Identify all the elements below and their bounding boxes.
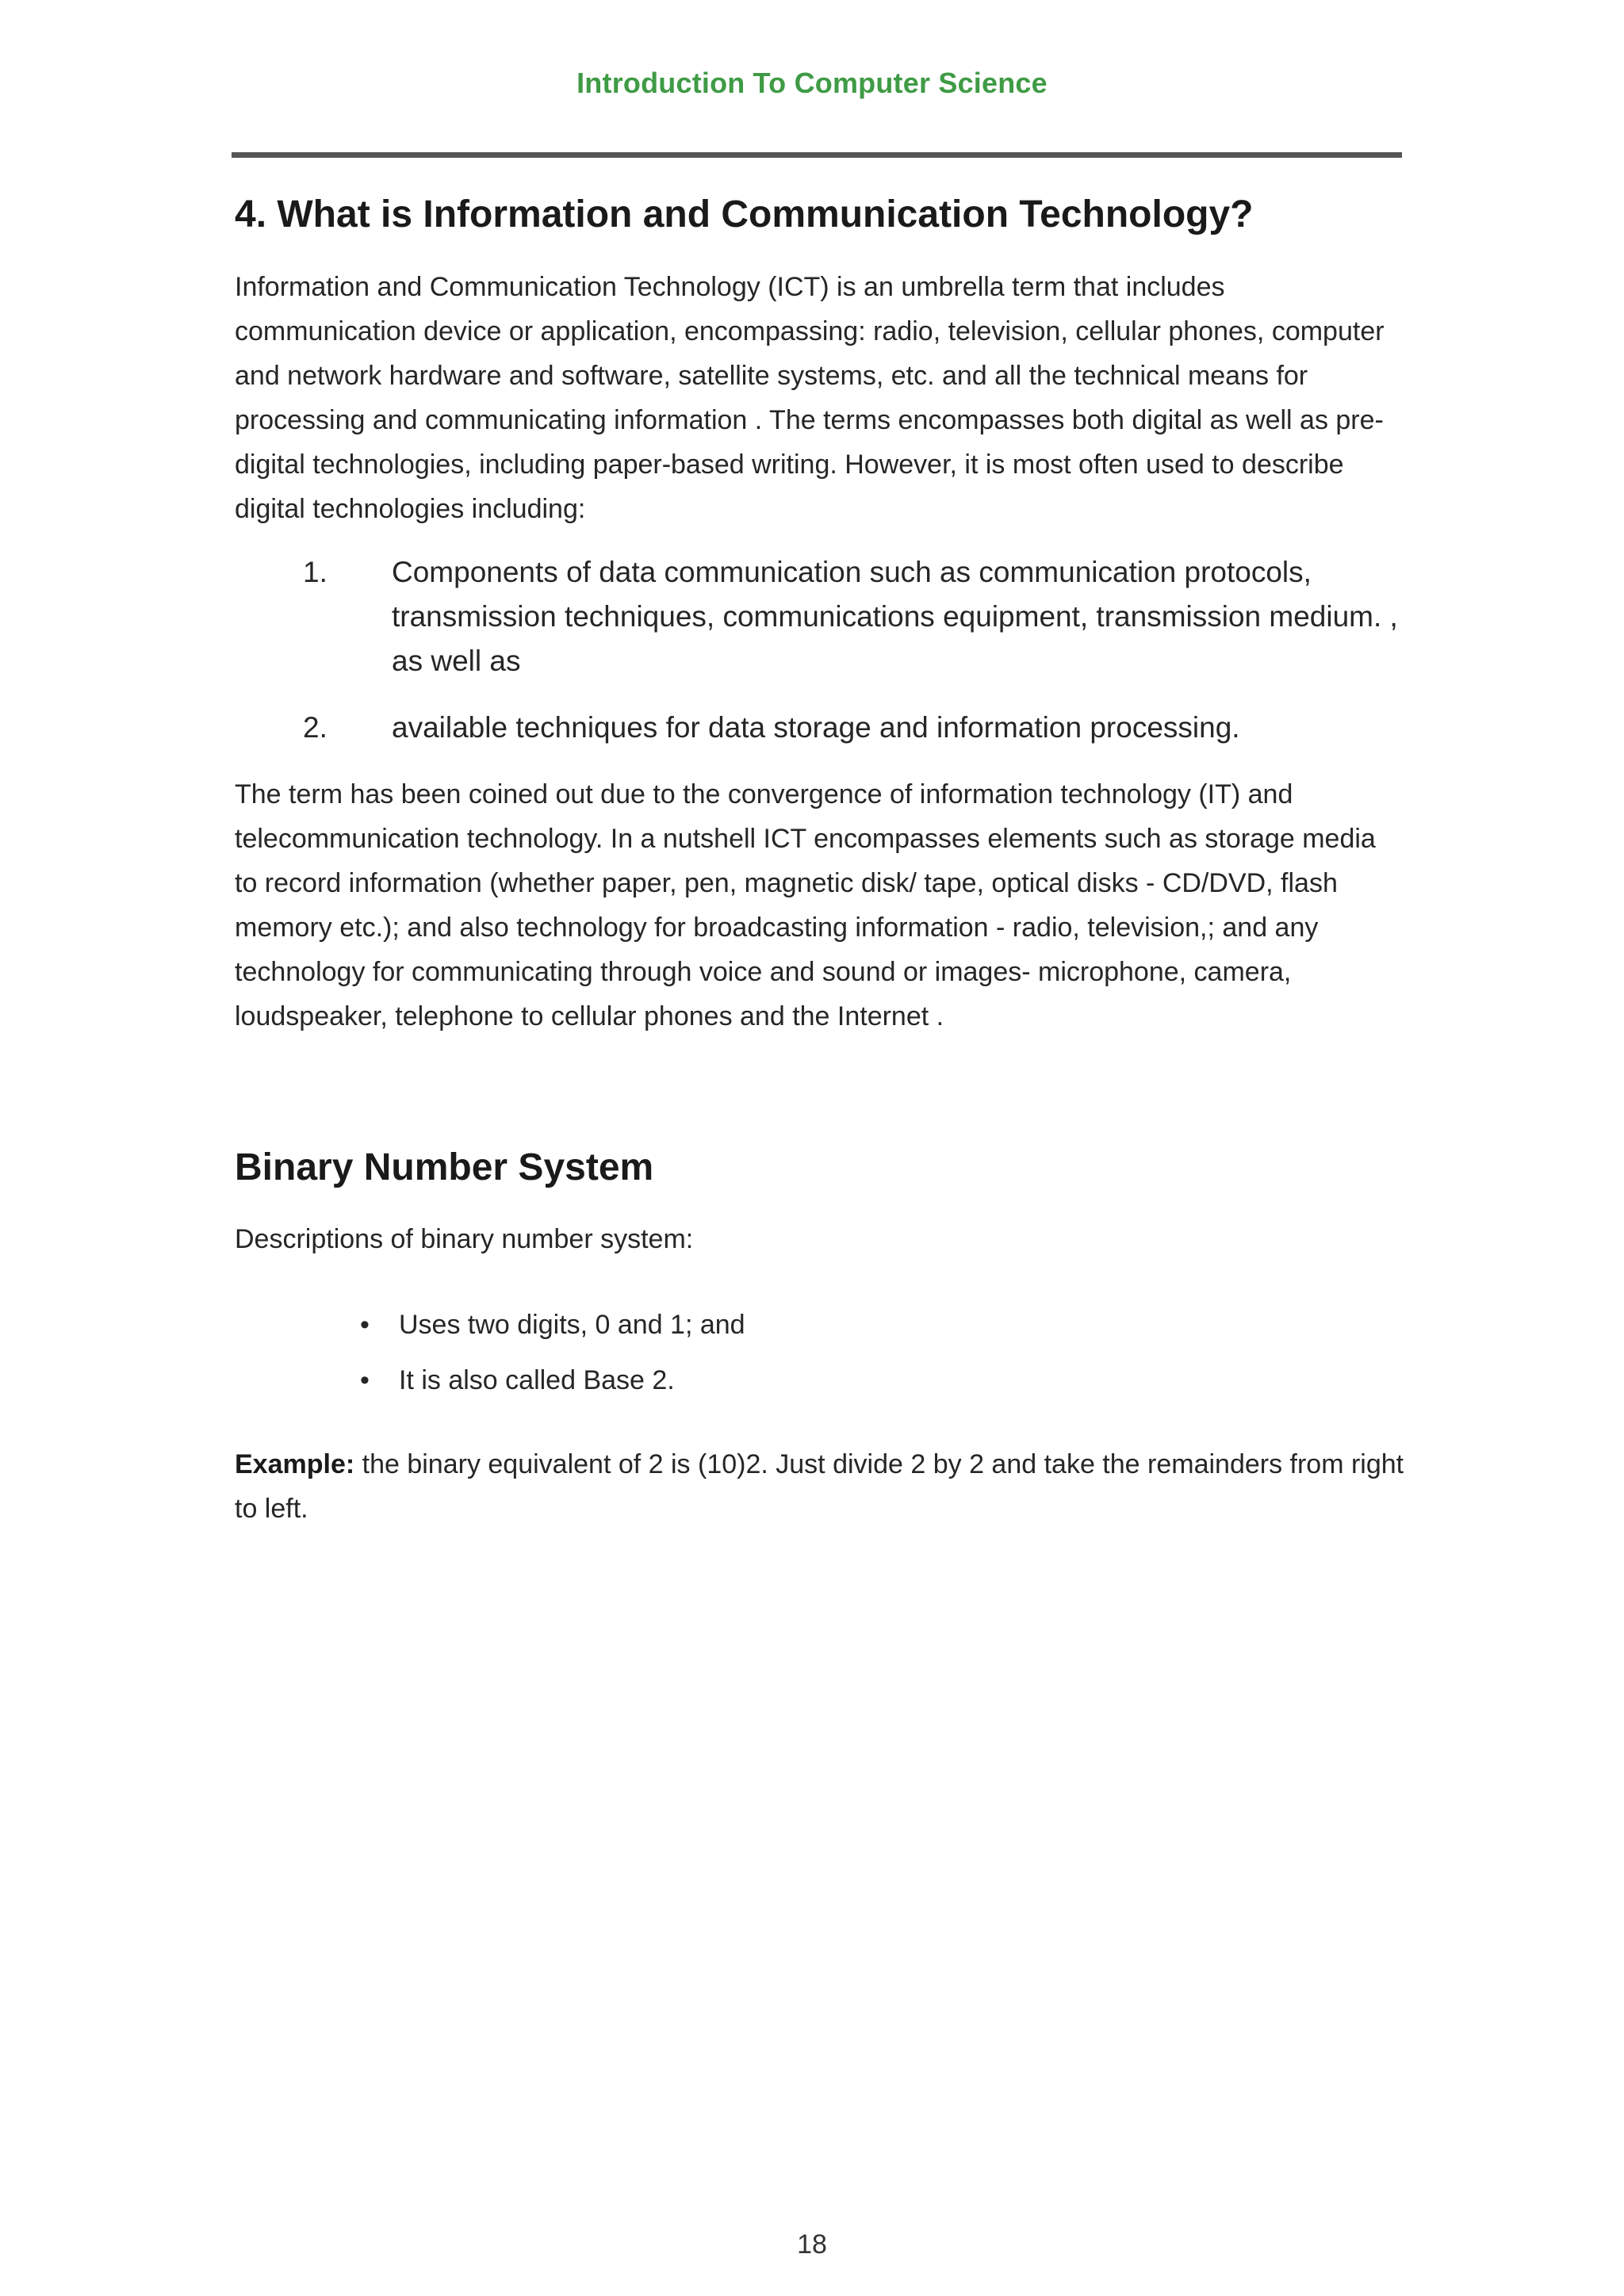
example-text: the binary equivalent of 2 is (10)2. Just divide 2 by 2 and take the remainders from right to left. xyxy=(235,1449,1404,1525)
bullet-icon: • xyxy=(360,1310,370,1341)
closing-paragraph: The term has been coined out due to the convergence of information technology (IT) and telecommunication technology. In a nutshell ICT encompasses elements such as storage media to record information (whether paper, pen, magnetic disk/ tape, optical disks - CD/DVD, flash memory etc.); and also technology for broadcasting information - radio, television,; and any technology for communicating through voice and sound or images- microphone, camera, loudspeaker, telephone to cellular phones and the Internet . xyxy=(235,779,1376,1031)
list-item-text: Components of data communication such as communication protocols, transmission techniques, communications equipment, transmission medium. , as well as xyxy=(392,555,1398,677)
numbered-list xyxy=(235,550,1405,750)
page-content xyxy=(235,192,1405,1531)
list-item-number: 2. xyxy=(303,710,327,744)
bullet-text: It is also called Base 2. xyxy=(399,1365,675,1396)
header-divider xyxy=(232,152,1402,158)
list-item xyxy=(235,706,1405,750)
subsection-title: Binary Number System xyxy=(235,1146,654,1188)
page-number: 18 xyxy=(797,2229,827,2260)
example-label: Example: xyxy=(235,1449,355,1480)
bullet-text: Uses two digits, 0 and 1; and xyxy=(399,1310,745,1341)
bullet-item xyxy=(235,1363,1405,1398)
list-item xyxy=(235,550,1405,683)
bullet-list xyxy=(235,1307,1405,1398)
bullet-item xyxy=(235,1307,1405,1342)
example-paragraph xyxy=(235,1442,1405,1531)
running-header-title: Introduction To Computer Science xyxy=(576,67,1048,99)
binary-description: Descriptions of binary number system: xyxy=(235,1224,694,1255)
bullet-icon: • xyxy=(360,1365,370,1396)
list-item-text: available techniques for data storage and information processing. xyxy=(392,710,1240,744)
section-title: 4. What is Information and Communication Technology? xyxy=(235,193,1254,235)
list-item-number: 1. xyxy=(303,555,327,588)
intro-paragraph: Information and Communication Technology (ICT) is an umbrella term that includes communication device or application, encompassing: radio, television, cellular phones, computer and network hardware and software, satellite systems, etc. and all the technical means for processing and communicating information . The terms encompasses both digital as well as pre-digital technologies, including paper-based writing. However, it is most often used to describe digital technologies including: xyxy=(235,271,1385,524)
